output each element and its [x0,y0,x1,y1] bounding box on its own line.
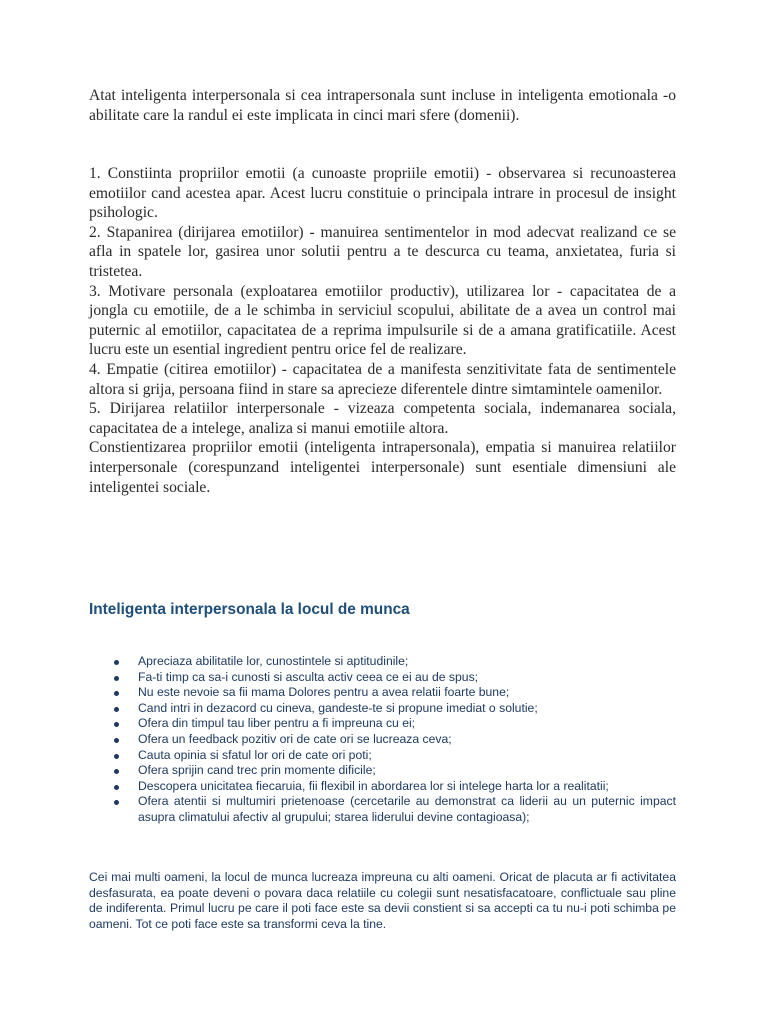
list-item [110,685,676,701]
domain-item-1: 1. Constiinta propriilor emotii (a cunoaste propriile emotii) - observarea si recunoasterea emotiilor cand acestea apar. Acest lucru constituie o principala intrare in procesul de insight psihologic. [89,165,676,222]
list-item [110,794,676,825]
list-item-text: Ofera sprijin cand trec prin momente dificile; [138,763,376,778]
list-item-text: Cauta opinia si sfatul lor ori de cate ori poti; [138,747,372,762]
domain-item-2: 2. Stapanirea (dirijarea emotiilor) - manuirea sentimentelor in mod adecvat realizand ce se afla in spatele lor, gasirea unor solutii pentru a te descurca cu teama, anxietatea, furia si tristetea. [89,223,676,280]
domain-item-3: 3. Motivare personala (exploatarea emotiilor productiv), utilizarea lor - capacitatea de a jongla cu emotiile, de a le schimba in serviciul scopului, abilitate de a avea un control mai puternic al emotiilor, capacitatea de a reprima impulsurile si de a amana gratificatiile. Acest lucru este un esential ingredient pentru orice fel de realizare. [89,282,676,359]
bullet-icon [114,754,119,759]
list-item [110,670,676,686]
list-item-text: Fa-ti timp ca sa-i cunosti si asculta activ ceea ce ei au de spus; [138,669,479,684]
bullet-icon [114,691,119,696]
list-item [110,716,676,732]
domain-item-4: 4. Empatie (citirea emotiilor) - capacitatea de a manifesta senzitivitate fata de sentimentele altora si grija, persoana fiind in stare sa aprecieze diferentele dintre simtamintele oamenilor. [89,360,676,398]
list-item-text: Apreciaza abilitatile lor, cunostintele si aptitudinile; [138,654,409,668]
bullet-icon [114,769,119,774]
bullet-icon [114,722,119,727]
list-item-text: Nu este nevoie sa fii mama Dolores pentru a avea relatii foarte bune; [138,685,510,700]
closing-paragraph: Cei mai multi oameni, la locul de munca lucreaza impreuna cu alti oameni. Oricat de placuta ar fi activitatea desfasurata, ea poate deveni o povara daca relatiile cu colegii sunt nesatisfacatoare, conflictuale sau pline de indiferenta. Primul lucru pe care il poti face este sa devii constient si sa accepti ca tu nu-i poti schimba pe oameni. Tot ce poti face este sa transformi ceva la tine. [89,870,676,932]
list-item-text: Ofera un feedback pozitiv ori de cate ori se lucreaza ceva; [138,731,452,746]
bullet-icon [114,660,119,665]
intro-section [89,86,676,125]
tips-list [110,654,676,826]
list-item-text: Cand intri in dezacord cu cineva, gandeste-te si propune imediat o solutie; [138,700,538,715]
list-item [110,701,676,717]
bullet-icon [114,738,119,743]
domain-item-5: 5. Dirijarea relatiilor interpersonale - vizeaza competenta sociala, indemanarea sociala, capacitatea de a intelege, analiza si manui emotiile altora. [89,400,676,437]
list-item [110,763,676,779]
bullet-icon [114,785,119,790]
bullet-icon [114,707,119,712]
section-heading: Inteligenta interpersonala la locul de munca [89,601,410,618]
list-item [110,732,676,748]
list-item-text: Ofera din timpul tau liber pentru a fi impreuna cu ei; [138,716,416,731]
list-item [110,779,676,795]
intro-paragraph: Atat inteligenta interpersonala si cea intrapersonala sunt incluse in inteligenta emotionala -o abilitate care la randul ei este implicata in cinci mari sfere (domenii). [89,87,676,124]
domains-summary: Constientizarea propriilor emotii (inteligenta intrapersonala), empatia si manuirea relatiilor interpersonale (corespunzand inteligentei interpersonale) sunt esentiale dimensiuni ale inteligentei sociale. [89,439,676,496]
list-item-text: Descopera unicitatea fiecaruia, fii flexibil in abordarea lor si intelege harta lor a realitatii; [138,778,609,793]
list-item-text: Ofera atentii si multumiri prietenoase (cercetarile au demonstrat ca liderii au un puternic impact asupra climatului afectiv al grupului; starea liderului devine contagioasa); [138,794,676,824]
bullet-icon [114,800,119,805]
list-item [110,654,676,670]
domains-section [89,164,676,497]
list-item [110,748,676,764]
bullet-icon [114,676,119,681]
